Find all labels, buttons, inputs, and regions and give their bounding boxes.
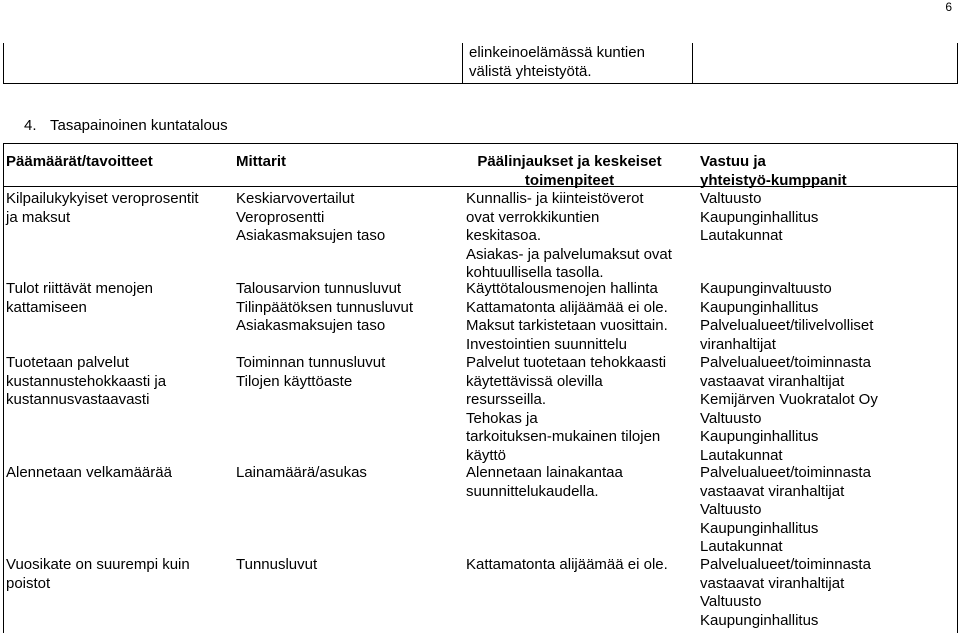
header-responsible: Vastuu ja yhteistyö-kumppanit bbox=[700, 153, 847, 189]
row-2-responsible: Kaupunginvaltuusto Kaupunginhallitus Palvelualueet/tilivelvolliset viranhaltijat bbox=[700, 280, 874, 353]
row-2-metrics: Talousarvion tunnusluvut Tilinpäätöksen tunnusluvut Asiakasmaksujen taso bbox=[236, 280, 414, 334]
row-5-actions: Kattamatonta alijäämää ei ole. bbox=[466, 556, 668, 573]
row-2-goal: Tulot riittävät menojen kattamiseen bbox=[6, 280, 154, 316]
row-3-actions: Palvelut tuotetaan tehokkaasti käytettävissä olevilla resursseilla. Tehokas ja tarkoituksen-mukainen tilojen käyttö bbox=[466, 354, 667, 464]
page-number: 6 bbox=[945, 0, 952, 14]
column-divider bbox=[462, 43, 463, 83]
row-3-responsible: Palvelualueet/toiminnasta vastaavat viranhaltijat Kemijärven Vuokratalot Oy Valtuusto Kaupunginhallitus Lautakunnat bbox=[700, 354, 878, 464]
row-1-metrics: Keskiarvovertailut Veroprosentti Asiakasmaksujen taso bbox=[236, 190, 386, 244]
row-5-responsible: Palvelualueet/toiminnasta vastaavat viranhaltijat Valtuusto Kaupunginhallitus bbox=[700, 556, 871, 629]
row-4-goal: Alennetaan velkamäärää bbox=[6, 464, 172, 481]
header-metrics: Mittarit bbox=[236, 153, 286, 170]
row-4-metrics: Lainamäärä/asukas bbox=[236, 464, 367, 481]
row-4-actions: Alennetaan lainakantaa suunnittelukaudella. bbox=[466, 464, 623, 500]
column-divider bbox=[692, 43, 693, 83]
section-number: 4. bbox=[24, 117, 37, 134]
header-actions: Päälinjaukset ja keskeiset toimenpiteet bbox=[477, 153, 662, 189]
row-3-metrics: Toiminnan tunnusluvut Tilojen käyttöaste bbox=[236, 354, 386, 390]
row-1-goal: Kilpailukykyiset veroprosentit ja maksut bbox=[6, 190, 199, 226]
row-2-actions: Käyttötalousmenojen hallinta Kattamatonta alijäämää ei ole. Maksut tarkistetaan vuosittain. Investointien suunnittelu bbox=[466, 280, 668, 353]
row-3-goal: Tuotetaan palvelut kustannustehokkaasti ja kustannusvastaavasti bbox=[6, 354, 167, 408]
row-4-responsible: Palvelualueet/toiminnasta vastaavat viranhaltijat Valtuusto Kaupunginhallitus Lautakunnat bbox=[700, 464, 871, 555]
continued-cell-text: elinkeinoelämässä kuntien välistä yhteistyötä. bbox=[469, 44, 645, 80]
section-title: Tasapainoinen kuntatalous bbox=[50, 117, 228, 134]
row-5-goal: Vuosikate on suurempi kuin poistot bbox=[6, 556, 190, 592]
header-goals: Päämäärät/tavoitteet bbox=[6, 153, 153, 170]
row-1-responsible: Valtuusto Kaupunginhallitus Lautakunnat bbox=[700, 190, 819, 244]
row-1-actions: Kunnallis- ja kiinteistöverot ovat verrokkikuntien keskitasoa. Asiakas- ja palvelumaksut ovat kohtuullisella tasolla. bbox=[466, 190, 672, 281]
section-heading bbox=[24, 116, 228, 135]
row-5-metrics: Tunnusluvut bbox=[236, 556, 318, 573]
